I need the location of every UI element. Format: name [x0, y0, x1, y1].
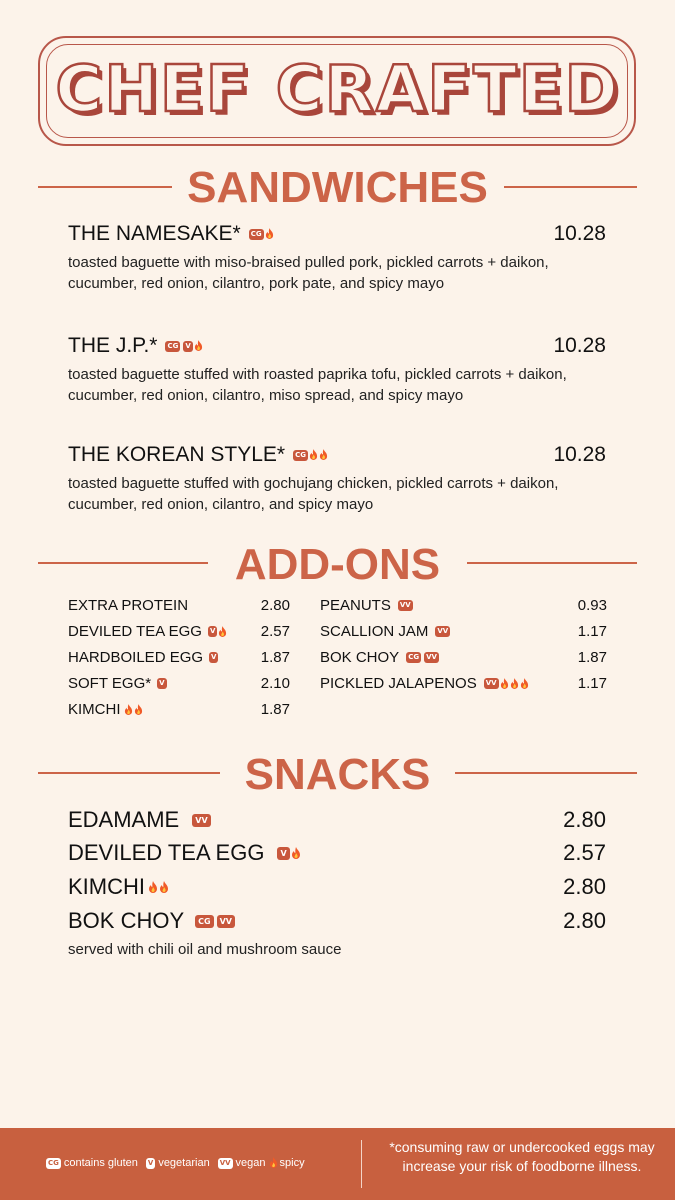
- vegetarian-badge: V: [147, 1158, 154, 1167]
- addon-price: 1.87: [260, 649, 290, 666]
- contains-gluten-badge: CG: [295, 450, 306, 459]
- snack-name: KIMCHI: [68, 874, 145, 899]
- item-name: THE J.P.*: [68, 334, 158, 357]
- footer-divider: [361, 1140, 362, 1188]
- addon-price: 0.93: [577, 597, 607, 614]
- vegan-badge: VV: [399, 601, 411, 609]
- item-price: 10.28: [553, 443, 606, 466]
- contains-gluten-badge: CG: [195, 915, 213, 928]
- vegetarian-badge: V: [185, 341, 191, 350]
- section-heading-sandwiches: SANDWICHES: [187, 163, 488, 212]
- snack-name: EDAMAME: [68, 807, 180, 832]
- fire-icon: [309, 449, 318, 461]
- snack-name: BOK CHOY: [68, 908, 185, 933]
- menu-item-the-korean-style: [68, 443, 328, 467]
- vegetarian-badge: V: [209, 627, 216, 635]
- vegan-badge: VV: [219, 1158, 231, 1167]
- vegan-badge: VV: [217, 915, 235, 928]
- addon-price: 1.17: [577, 675, 607, 692]
- fire-icon: [265, 228, 274, 240]
- vegan-badge: VV: [485, 679, 497, 687]
- snack-price: 2.80: [563, 908, 606, 933]
- contains-gluten-badge: CG: [408, 653, 420, 661]
- fire-icon: [269, 1157, 278, 1169]
- addon-name: DEVILED TEA EGG: [68, 623, 202, 640]
- addon-price: 2.57: [260, 623, 290, 640]
- addon-hardboiled-egg: [68, 649, 218, 666]
- legend-label: vegetarian: [158, 1157, 210, 1169]
- snack-deviled-tea-egg: [68, 840, 301, 866]
- snack-bok-choy: [68, 908, 235, 934]
- snack-kimchi: [68, 874, 169, 900]
- section-heading-snacks: SNACKS: [244, 750, 431, 799]
- addon-name: PICKLED JALAPENOS: [320, 675, 477, 692]
- addon-name: EXTRA PROTEIN: [68, 597, 189, 614]
- fire-icon: [319, 449, 328, 461]
- addon-name: HARDBOILED EGG: [68, 649, 204, 666]
- item-price: 10.28: [553, 222, 606, 245]
- snack-edamame: [68, 807, 211, 833]
- section-heading-addons: ADD-ONS: [234, 540, 441, 589]
- addon-name: SCALLION JAM: [320, 623, 429, 640]
- addon-kimchi: [68, 701, 143, 718]
- fire-icon: [194, 340, 203, 352]
- snacks-note: served with chili oil and mushroom sauce: [68, 941, 342, 958]
- addon-scallion-jam: [320, 623, 450, 640]
- menu-item-the-jp: [68, 334, 203, 358]
- fire-icon: [124, 704, 133, 716]
- snack-price: 2.80: [563, 874, 606, 899]
- addon-price: 1.87: [577, 649, 607, 666]
- vegetarian-badge: V: [211, 653, 217, 661]
- legend-label: spicy: [279, 1157, 305, 1169]
- addon-price: 2.80: [260, 597, 290, 614]
- contains-gluten-badge: CG: [250, 229, 262, 238]
- dietary-legend: [46, 1157, 313, 1169]
- vegetarian-badge: V: [277, 847, 289, 860]
- fire-icon: [510, 678, 519, 690]
- item-price: 10.28: [553, 334, 606, 357]
- food-safety-notice: *consuming raw or undercooked eggs may increase your risk of foodborne illness.: [389, 1139, 655, 1174]
- fire-icon: [291, 847, 301, 860]
- addon-bok-choy: [320, 649, 439, 666]
- fire-icon: [159, 881, 169, 894]
- addon-price: 1.87: [260, 701, 290, 718]
- item-description: toasted baguette with miso-braised pulled pork, pickled carrots + daikon, cucumber, red onion, cilantro, pork pate, and spicy mayo: [68, 254, 549, 292]
- addon-pickled-jalapenos: [320, 675, 529, 692]
- page-title: CHEF CRAFTED: [55, 53, 620, 127]
- addon-soft-egg: [68, 675, 167, 692]
- item-description: toasted baguette stuffed with gochujang chicken, pickled carrots + daikon, cucumber, red onion, cilantro, and spicy mayo: [68, 475, 559, 513]
- fire-icon: [134, 704, 143, 716]
- addon-name: PEANUTS: [320, 597, 391, 614]
- snack-price: 2.80: [563, 807, 606, 832]
- addon-name: KIMCHI: [68, 701, 121, 718]
- addon-deviled-tea-egg: [68, 623, 227, 640]
- addon-name: BOK CHOY: [320, 649, 400, 666]
- snack-name: DEVILED TEA EGG: [68, 840, 265, 865]
- contains-gluten-badge: CG: [48, 1158, 59, 1167]
- vegan-badge: VV: [192, 814, 210, 827]
- snack-price: 2.57: [563, 840, 606, 865]
- addon-name: SOFT EGG*: [68, 675, 152, 692]
- item-description: toasted baguette stuffed with roasted paprika tofu, pickled carrots + daikon, cucumber, red onion, cilantro, miso spread, and spicy mayo: [68, 366, 567, 404]
- vegan-badge: VV: [437, 627, 449, 635]
- fire-icon: [500, 678, 509, 690]
- legend-label: vegan: [235, 1157, 266, 1169]
- vegetarian-badge: V: [159, 679, 165, 687]
- addon-price: 1.17: [577, 623, 607, 640]
- menu-item-the-namesake: [68, 222, 274, 246]
- addon-extra-protein: [68, 597, 188, 614]
- vegan-badge: VV: [426, 653, 437, 661]
- addon-peanuts: [320, 597, 413, 614]
- addon-price: 2.10: [260, 675, 290, 692]
- item-name: THE NAMESAKE*: [68, 222, 241, 245]
- legend-label: contains gluten: [63, 1157, 138, 1169]
- fire-icon: [520, 678, 529, 690]
- fire-icon: [148, 881, 158, 894]
- contains-gluten-badge: CG: [167, 341, 179, 350]
- item-name: THE KOREAN STYLE*: [68, 443, 286, 466]
- fire-icon: [218, 626, 227, 638]
